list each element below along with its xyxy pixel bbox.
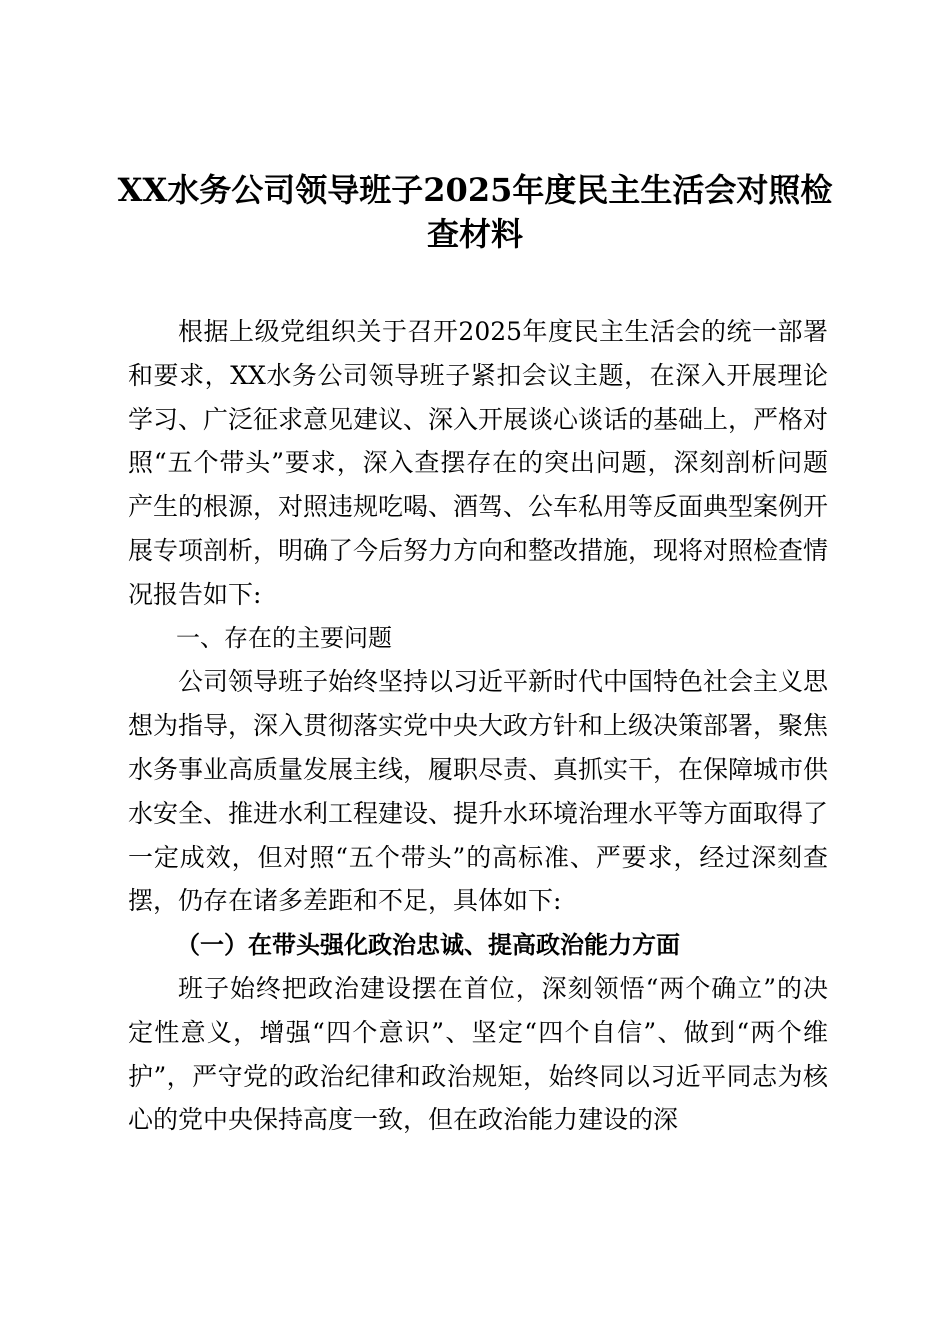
document-title: XX水务公司领导班子2025年度民主生活会对照检查材料 (117, 171, 833, 253)
subsection-heading-1: （一）在带头强化政治忠诚、提高政治能力方面 (176, 930, 680, 960)
section-heading-1: 一、存在的主要问题 (176, 623, 392, 652)
subsection-paragraph-1: 班子始终把政治建设摆在首位，深刻领悟“两个确立”的决定性意义，增强“四个意识”、坚定“四个自信”、做到“两个维护”，严守党的政治纪律和政治规矩，始终同以习近平同志为核心的党中央保持高度一致，但在政治能力建设的深 (128, 973, 828, 1135)
intro-paragraph: 根据上级党组织关于召开2025年度民主生活会的统一部署和要求，XX水务公司领导班子紧扣会议主题，在深入开展理论学习、广泛征求意见建议、深入开展谈心谈话的基础上，严格对照“五个带头”要求，深入查摆存在的突出问题，深刻剖析问题产生的根源，对照违规吃喝、酒驾、公车私用等反面典型案例开展专项剖析，明确了今后努力方向和整改措施，现将对照检查情况报告如下: (128, 317, 829, 609)
document-body (128, 310, 828, 1142)
section-paragraph-1: 公司领导班子始终坚持以习近平新时代中国特色社会主义思想为指导，深入贯彻落实党中央大政方针和上级决策部署，聚焦水务事业高质量发展主线，履职尽责、真抓实干，在保障城市供水安全、推进水利工程建设、提升水环境治理水平等方面取得了一定成效，但对照“五个带头”的高标准、严要求，经过深刻查摆，仍存在诸多差距和不足，具体如下: (128, 667, 829, 916)
